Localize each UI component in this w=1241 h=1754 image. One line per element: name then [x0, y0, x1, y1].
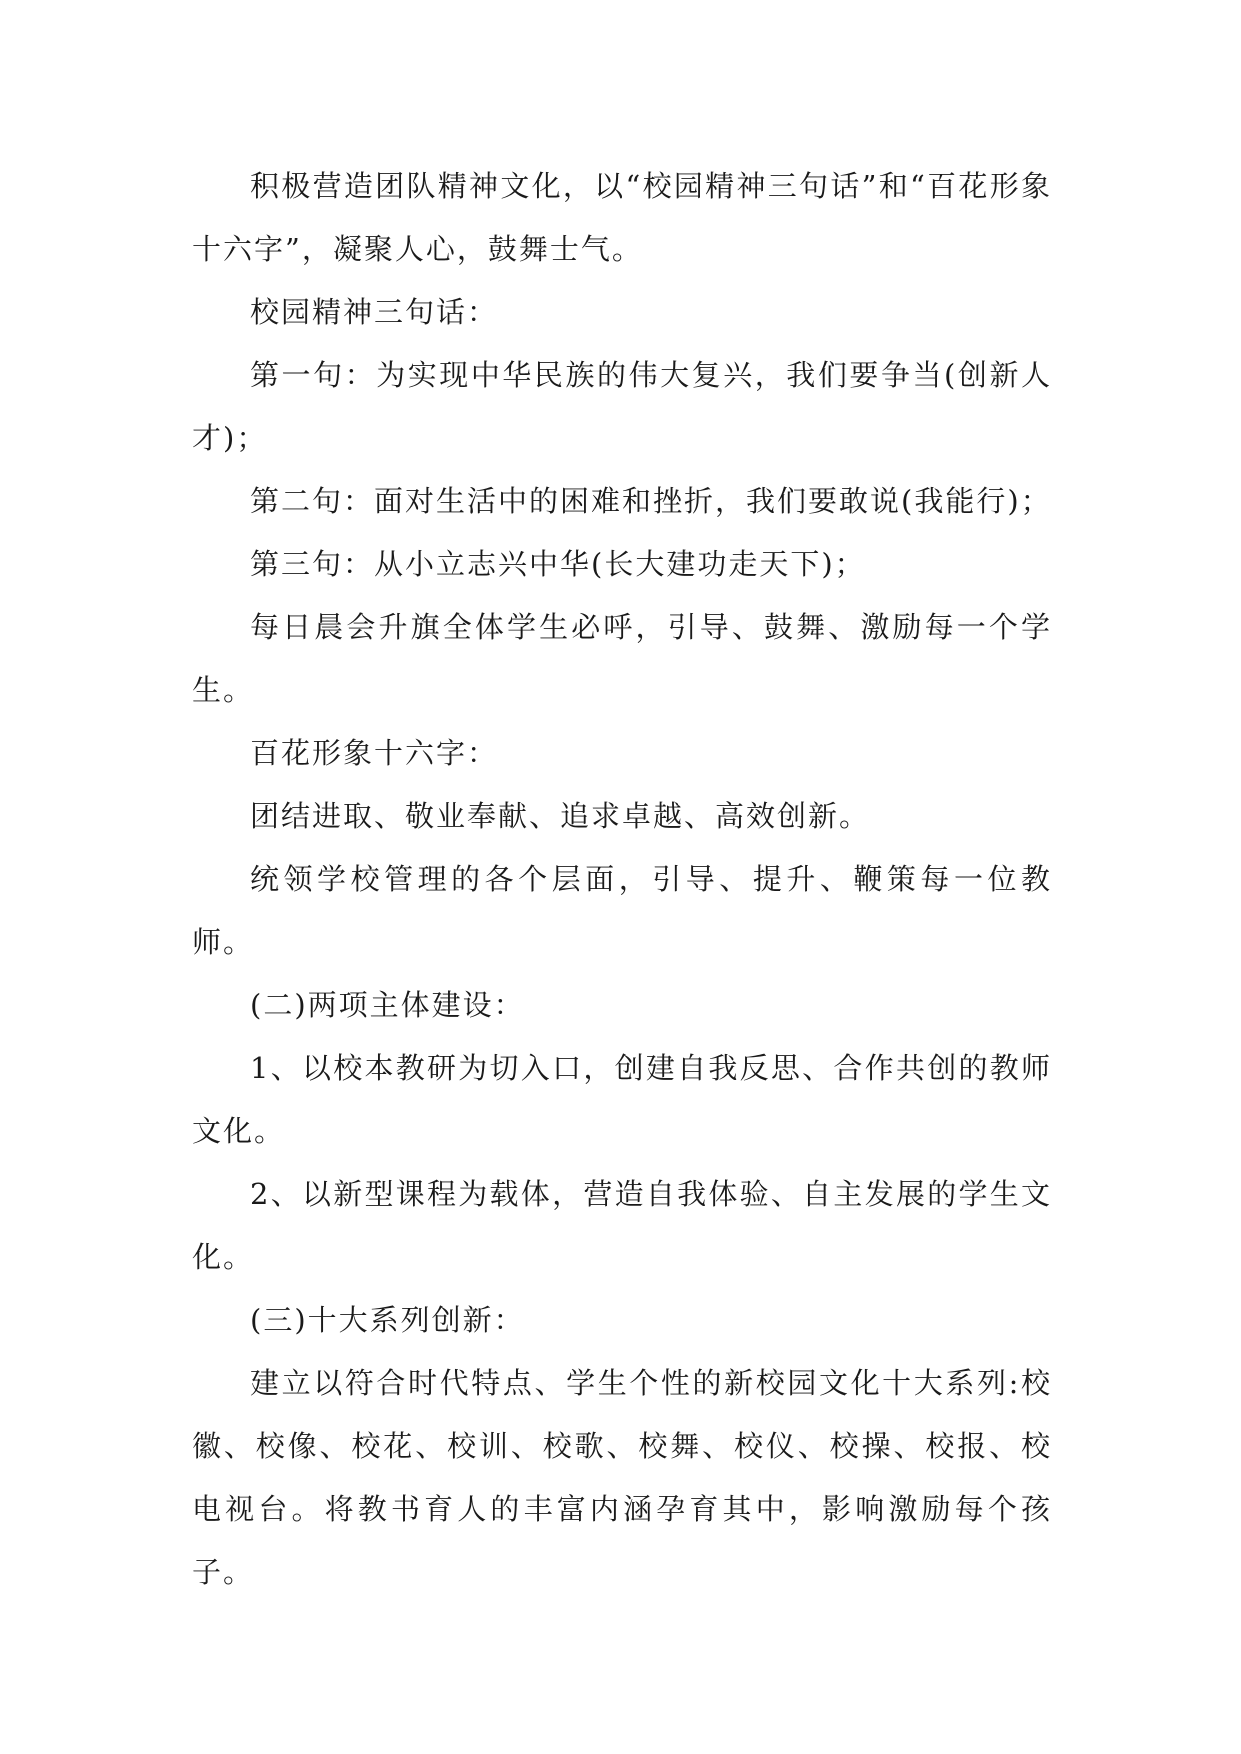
paragraph-section-two-heading: (二)两项主体建设： [250, 988, 525, 1022]
paragraph-section-three-heading: (三)十大系列创新： [250, 1303, 525, 1337]
paragraph-morning-assembly: 每日晨会升旗全体学生必呼，引导、鼓舞、激励每一个学生。 [192, 610, 1052, 707]
paragraph-second-sentence: 第二句：面对生活中的困难和挫折，我们要敢说(我能行)； [250, 484, 1052, 518]
paragraph-first-sentence: 第一句：为实现中华民族的伟大复兴，我们要争当(创新人才)； [192, 358, 1052, 455]
paragraph-teacher-culture: 1、以校本教研为切入口，创建自我反思、合作共创的教师文化。 [192, 1051, 1052, 1148]
paragraph-management: 统领学校管理的各个层面，引导、提升、鞭策每一位教师。 [192, 862, 1052, 959]
paragraph-sixteen-characters: 团结进取、敬业奉献、追求卓越、高效创新。 [250, 799, 871, 833]
paragraph-campus-spirit-heading: 校园精神三句话： [250, 295, 499, 329]
paragraph-team-spirit: 积极营造团队精神文化，以“校园精神三句话”和“百花形象十六字”，凝聚人心，鼓舞士气。 [192, 169, 1052, 266]
document-body [192, 155, 1052, 1604]
paragraph-third-sentence: 第三句：从小立志兴中华(长大建功走天下)； [250, 547, 866, 581]
paragraph-ten-series: 建立以符合时代特点、学生个性的新校园文化十大系列:校徽、校像、校花、校训、校歌、校舞、校仪、校操、校报、校电视台。将教书育人的丰富内涵孕育其中，影响激励每个孩子。 [192, 1366, 1052, 1589]
paragraph-student-culture: 2、以新型课程为载体，营造自我体验、自主发展的学生文化。 [192, 1177, 1052, 1274]
paragraph-sixteen-characters-heading: 百花形象十六字： [250, 736, 499, 770]
